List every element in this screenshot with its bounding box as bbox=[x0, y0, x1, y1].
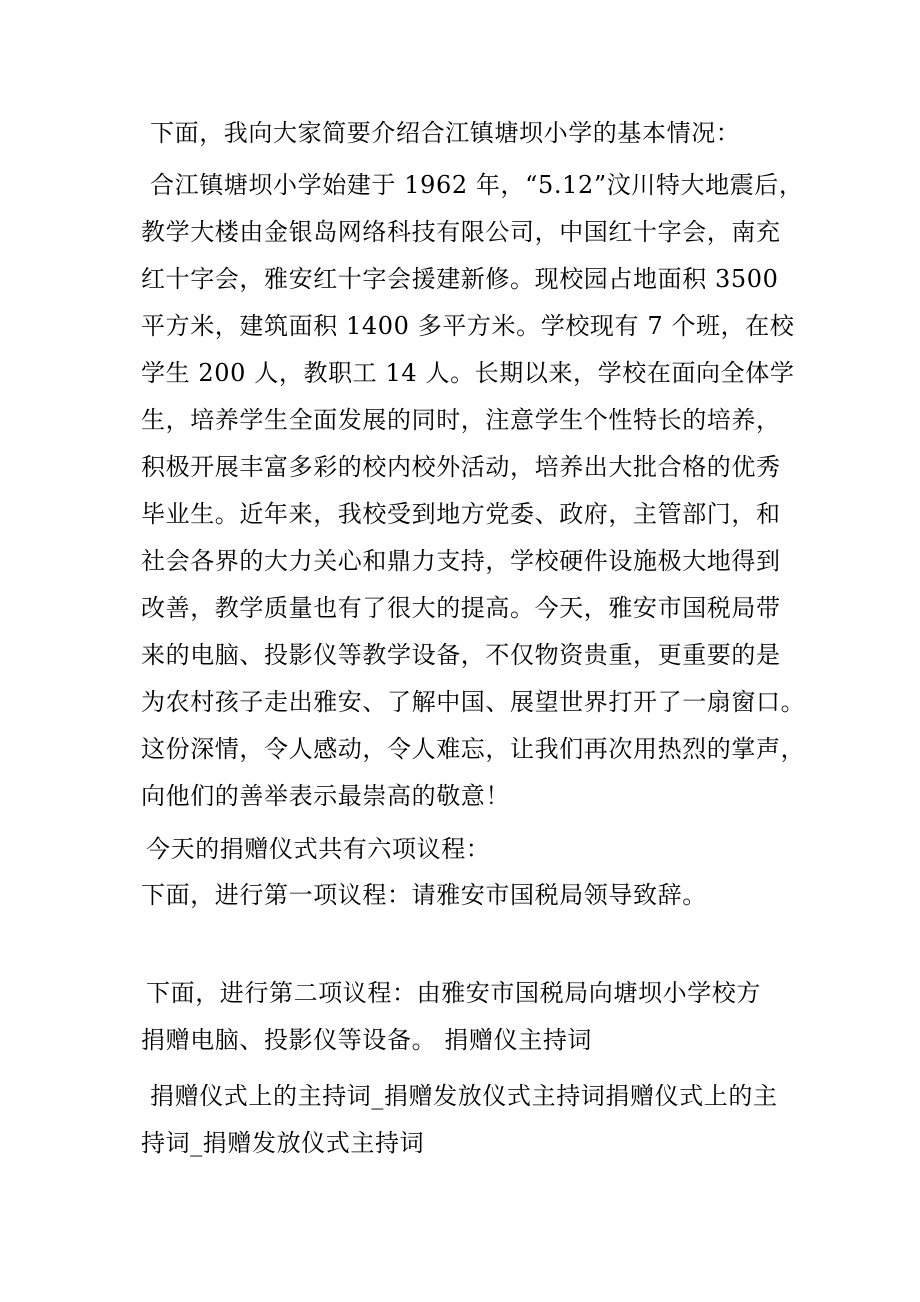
agenda-item-2-line: 捐赠电脑、投影仪等设备。 捐赠仪主持词 bbox=[141, 1026, 593, 1054]
paragraph-line: 合江镇塘坝小学始建于 1962 年，“5.12”汶川特大地震后， bbox=[150, 171, 804, 199]
paragraph-line: 教学大楼由金银岛网络科技有限公司，中国红十字会，南充 bbox=[141, 218, 781, 246]
paragraph-line: 平方米，建筑面积 1400 多平方米。学校现有 7 个班，在校 bbox=[141, 312, 795, 340]
paragraph-line: 为农村孩子走出雅安、了解中国、展望世界打开了一扇窗口。 bbox=[141, 688, 806, 716]
paragraph-line: 向他们的善举表示最崇高的敬意！ bbox=[141, 782, 510, 810]
paragraph-line: 改善，教学质量也有了很大的提高。今天，雅安市国税局带 bbox=[141, 594, 781, 622]
paragraph-line: 毕业生。近年来，我校受到地方党委、政府，主管部门，和 bbox=[141, 500, 781, 528]
paragraph-line: 积极开展丰富多彩的校内校外活动，培养出大批合格的优秀 bbox=[141, 453, 781, 481]
footer-title-line: 持词_捐赠发放仪式主持词 bbox=[141, 1129, 425, 1157]
agenda-intro: 今天的捐赠仪式共有六项议程： bbox=[146, 835, 491, 863]
paragraph-line: 社会各界的大力关心和鼎力支持，学校硬件设施极大地得到 bbox=[141, 547, 781, 575]
footer-title-line: 捐赠仪式上的主持词_捐赠发放仪式主持词捐赠仪式上的主 bbox=[150, 1082, 778, 1110]
paragraph-line: 生，培养学生全面发展的同时，注意学生个性特长的培养， bbox=[141, 406, 781, 434]
paragraph-line: 这份深情，令人感动，令人难忘，让我们再次用热烈的掌声， bbox=[141, 735, 806, 763]
paragraph-line: 学生 200 人，教职工 14 人。长期以来，学校在面向全体学 bbox=[141, 359, 795, 387]
intro-line: 下面，我向大家简要介绍合江镇塘坝小学的基本情况： bbox=[150, 119, 741, 147]
agenda-item-1: 下面，进行第一项议程：请雅安市国税局领导致辞。 bbox=[141, 881, 707, 909]
paragraph-line: 红十字会，雅安红十字会援建新修。现校园占地面积 3500 bbox=[141, 265, 779, 293]
agenda-item-2-line: 下面，进行第二项议程：由雅安市国税局向塘坝小学校方 bbox=[146, 979, 761, 1007]
paragraph-line: 来的电脑、投影仪等教学设备，不仅物资贵重，更重要的是 bbox=[141, 641, 781, 669]
